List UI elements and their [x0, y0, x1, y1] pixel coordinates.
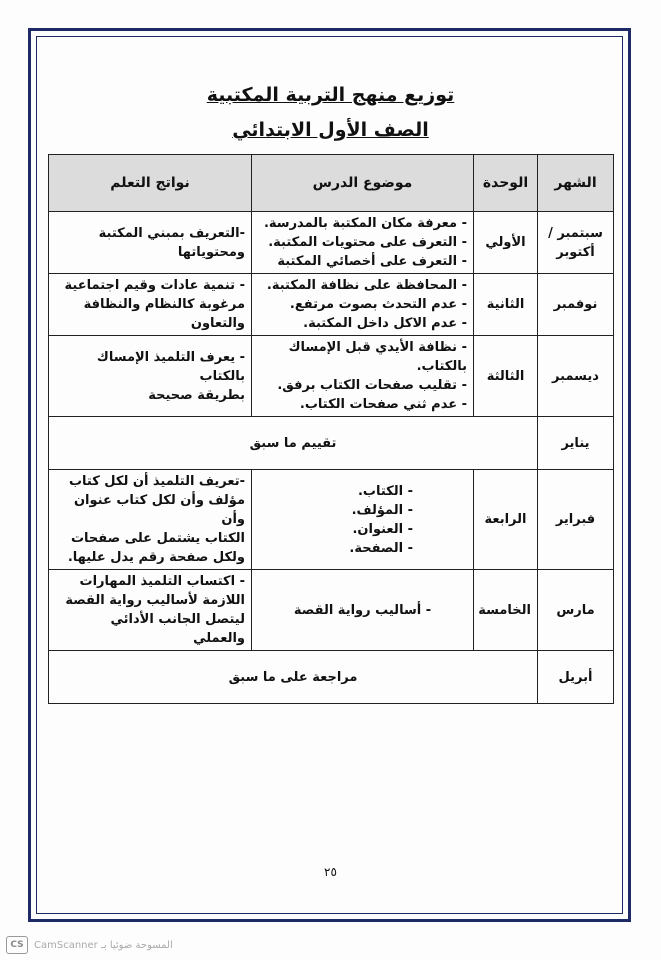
- outcomes-cell: [49, 470, 252, 570]
- unit-cell: الثالثة: [474, 336, 538, 417]
- unit-cell: الرابعة: [474, 470, 538, 570]
- table-row: [49, 651, 614, 704]
- topic-line: - تقليب صفحات الكتاب برفق.: [277, 378, 467, 393]
- grade-title: الصف الأول الابتدائي: [232, 119, 429, 141]
- unit-cell: الأولي: [474, 212, 538, 274]
- table-row: [49, 336, 614, 417]
- outcomes-cell: [49, 570, 252, 651]
- table-row: [49, 570, 614, 651]
- topic-line: - العنوان.: [352, 521, 413, 537]
- outcomes-cell: [49, 336, 252, 417]
- outcome-line: مؤلف وأن لكل كتاب عنوان وأن: [73, 493, 245, 527]
- header-topics: موضوع الدرس: [252, 155, 474, 212]
- table-header-row: [49, 155, 614, 212]
- topic-line: - عدم ثني صفحات الكتاب.: [299, 397, 467, 412]
- topic-line: - عدم التحدث بصوت مرتفع.: [289, 297, 467, 312]
- curriculum-table: [48, 154, 614, 704]
- topics-cell: [252, 274, 474, 336]
- unit-cell: الخامسة: [474, 570, 538, 651]
- topic-line: - التعرف على أخصائي المكتبة: [277, 254, 467, 269]
- topic-line: - الصفحة.: [349, 540, 413, 556]
- month-cell: فبراير: [538, 470, 614, 570]
- outcome-line: ليتصل الجانب الأدائي والعملي: [110, 612, 245, 646]
- topic-line: بالكتاب.: [416, 359, 467, 374]
- outcome-line: - يعرف التلميذ الإمساك بالكتاب: [96, 349, 245, 384]
- month-cell: يناير: [538, 417, 614, 470]
- header-outcomes: نواتج التعلم: [49, 155, 252, 212]
- scanner-text: المسوحة ضوئيا بـ CamScanner: [34, 939, 173, 951]
- scanner-watermark: [0, 934, 661, 956]
- topics-cell: [252, 336, 474, 417]
- outcome-line: -تعريف التلميذ أن لكل كتاب: [68, 474, 245, 489]
- table-row: [49, 212, 614, 274]
- table-row: [49, 274, 614, 336]
- outcome-line: - اكتساب التلميذ المهارات: [79, 574, 245, 589]
- page-number: ٢٥: [324, 865, 337, 879]
- topic-line: - الكتاب.: [357, 483, 413, 499]
- month-cell: ديسمبر: [538, 336, 614, 417]
- outcome-line: مرغوبة كالنظام والنظافة: [83, 297, 245, 312]
- month-cell: مارس: [538, 570, 614, 651]
- review-cell: مراجعة على ما سبق: [49, 651, 538, 704]
- outcomes-cell: [49, 274, 252, 336]
- topics-cell: [252, 212, 474, 274]
- month-cell: أبريل: [538, 651, 614, 704]
- outcome-line: الكتاب يشتمل على صفحات: [70, 531, 245, 546]
- header-month: الشهر: [538, 155, 614, 212]
- month-cell: نوفمبر: [538, 274, 614, 336]
- outcome-line: ولكل صفحة رقم يدل عليها.: [67, 550, 245, 565]
- unit-cell: الثانية: [474, 274, 538, 336]
- topic-line: - أساليب رواية القصة: [293, 602, 432, 618]
- table-row: [49, 417, 614, 470]
- outcome-line: اللازمة لأساليب رواية القصة: [65, 593, 245, 608]
- outcome-line: والتعاون: [190, 316, 245, 331]
- outcome-line: -التعريف بمبني المكتبة: [98, 225, 245, 241]
- topic-line: - نظافة الأيدي قبل الإمساك: [288, 340, 467, 355]
- outcome-line: ومحتوياتها: [177, 244, 245, 260]
- topic-line: - المحافظة على نظافة المكتبة.: [266, 278, 467, 293]
- topic-line: - عدم الاكل داخل المكتبة.: [303, 316, 467, 331]
- topics-cell: [252, 570, 474, 651]
- header-unit: الوحدة: [474, 155, 538, 212]
- outcome-line: - تنمية عادات وقيم اجتماعية: [64, 278, 245, 293]
- evaluation-cell: تقييم ما سبق: [49, 417, 538, 470]
- document-title: توزيع منهج التربية المكتبية: [206, 84, 455, 106]
- camscanner-logo-icon: CS: [6, 936, 28, 954]
- topic-line: - المؤلف.: [351, 502, 413, 518]
- topics-cell: [252, 470, 474, 570]
- month-cell: سبتمبر / أكتوبر: [538, 212, 614, 274]
- table-row: [49, 470, 614, 570]
- outcome-line: بطريقة صحيحة: [148, 387, 245, 403]
- outcomes-cell: [49, 212, 252, 274]
- topic-line: - معرفة مكان المكتبة بالمدرسة.: [263, 216, 467, 231]
- topic-line: - التعرف على محتويات المكتبة.: [268, 235, 467, 250]
